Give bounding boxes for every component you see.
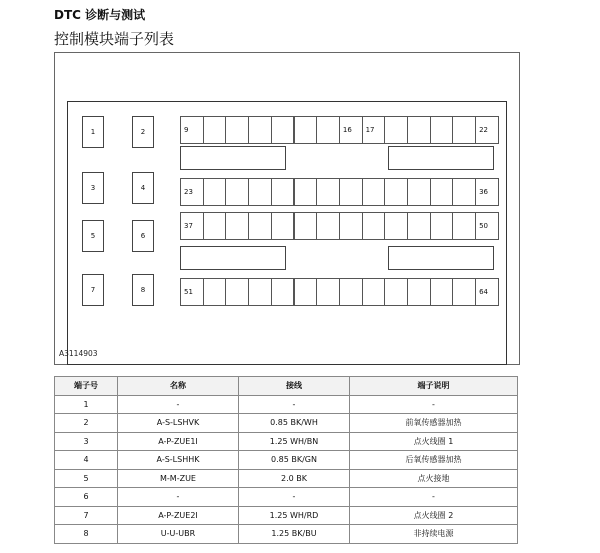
description-cell: 点火接地 bbox=[350, 469, 518, 488]
pin-slot bbox=[407, 278, 431, 306]
pin-slot: 16 bbox=[339, 116, 363, 144]
pin-slot bbox=[271, 116, 295, 144]
description-cell: - bbox=[350, 395, 518, 414]
page-title: 控制模块端子列表 bbox=[54, 30, 175, 48]
figure-id: A3114903 bbox=[59, 349, 98, 358]
pin-slot bbox=[407, 212, 431, 240]
pin-slot bbox=[384, 116, 408, 144]
description-cell: 前氧传感器加热 bbox=[350, 414, 518, 433]
name-cell: A-P-ZUE1I bbox=[118, 432, 239, 451]
pin-slot bbox=[452, 178, 476, 206]
pin-slot bbox=[384, 178, 408, 206]
pin-slot bbox=[248, 278, 272, 306]
wiring-cell: 1.25 BK/BU bbox=[239, 525, 350, 544]
name-cell: M-M-ZUE bbox=[118, 469, 239, 488]
pin-slot bbox=[384, 278, 408, 306]
table-row bbox=[55, 432, 518, 451]
wiring-cell: 2.0 BK bbox=[239, 469, 350, 488]
pin-slot bbox=[294, 116, 318, 144]
pin-5: 5 bbox=[82, 220, 104, 252]
lock-bar-upper-left bbox=[180, 146, 286, 170]
pin-slot bbox=[203, 212, 227, 240]
pin-slot bbox=[294, 178, 318, 206]
terminal-no-cell: 5 bbox=[55, 469, 118, 488]
pin-slot bbox=[316, 278, 340, 306]
pin-2: 2 bbox=[132, 116, 154, 148]
description-cell: 点火线圈 2 bbox=[350, 506, 518, 525]
pin-slot bbox=[271, 278, 295, 306]
lock-bar-lower-left bbox=[180, 246, 286, 270]
description-cell: 点火线圈 1 bbox=[350, 432, 518, 451]
name-cell: A-S-LSHVK bbox=[118, 414, 239, 433]
pin-slot bbox=[430, 278, 454, 306]
pin-7: 7 bbox=[82, 274, 104, 306]
pin-slot bbox=[225, 178, 249, 206]
pin-4: 4 bbox=[132, 172, 154, 204]
pin-slot bbox=[430, 212, 454, 240]
pin-slot bbox=[407, 178, 431, 206]
pin-slot bbox=[362, 212, 386, 240]
pin-slot bbox=[452, 212, 476, 240]
pin-slot bbox=[362, 178, 386, 206]
pin-slot bbox=[225, 116, 249, 144]
pin-slot: 64 bbox=[475, 278, 499, 306]
table-row bbox=[55, 488, 518, 507]
pin-slot: 23 bbox=[180, 178, 204, 206]
pin-slot bbox=[225, 212, 249, 240]
description-cell: 后氧传感器加热 bbox=[350, 451, 518, 470]
terminal-no-cell: 1 bbox=[55, 395, 118, 414]
pin-slot: 9 bbox=[180, 116, 204, 144]
name-cell: A-S-LSHHK bbox=[118, 451, 239, 470]
wiring-cell: 1.25 WH/BN bbox=[239, 432, 350, 451]
wiring-cell: - bbox=[239, 395, 350, 414]
pin-1: 1 bbox=[82, 116, 104, 148]
pin-slot: 51 bbox=[180, 278, 204, 306]
pin-slot bbox=[203, 178, 227, 206]
pin-slot: 36 bbox=[475, 178, 499, 206]
terminal-no-cell: 2 bbox=[55, 414, 118, 433]
pin-slot: 37 bbox=[180, 212, 204, 240]
table-row bbox=[55, 469, 518, 488]
pin-slot: 17 bbox=[362, 116, 386, 144]
lock-bar-lower-right bbox=[388, 246, 494, 270]
description-cell: - bbox=[350, 488, 518, 507]
table-row bbox=[55, 525, 518, 544]
pin-slot bbox=[294, 212, 318, 240]
terminal-no-cell: 6 bbox=[55, 488, 118, 507]
pin-slot bbox=[248, 116, 272, 144]
lock-bar-upper-right bbox=[388, 146, 494, 170]
pin-slot bbox=[452, 116, 476, 144]
pin-slot bbox=[339, 178, 363, 206]
pin-slot bbox=[430, 116, 454, 144]
pin-slot bbox=[407, 116, 431, 144]
pin-slot: 22 bbox=[475, 116, 499, 144]
pin-slot bbox=[294, 278, 318, 306]
connector-body bbox=[67, 101, 507, 365]
pin-slot bbox=[430, 178, 454, 206]
header-name: 名称 bbox=[118, 377, 239, 396]
name-cell: A-P-ZUE2I bbox=[118, 506, 239, 525]
connector-diagram bbox=[54, 52, 520, 365]
terminal-no-cell: 7 bbox=[55, 506, 118, 525]
pin-8: 8 bbox=[132, 274, 154, 306]
pin-slot bbox=[316, 116, 340, 144]
pin-slot bbox=[339, 212, 363, 240]
pin-slot bbox=[248, 178, 272, 206]
pin-slot bbox=[452, 278, 476, 306]
name-cell: - bbox=[118, 488, 239, 507]
terminal-no-cell: 4 bbox=[55, 451, 118, 470]
pin-slot bbox=[203, 278, 227, 306]
table-row bbox=[55, 451, 518, 470]
pin-slot bbox=[271, 212, 295, 240]
pin-slot bbox=[248, 212, 272, 240]
header-description: 端子说明 bbox=[350, 377, 518, 396]
pin-slot bbox=[316, 212, 340, 240]
pin-slot bbox=[362, 278, 386, 306]
pin-3: 3 bbox=[82, 172, 104, 204]
wiring-cell: 0.85 BK/GN bbox=[239, 451, 350, 470]
section-heading: DTC 诊断与测试 bbox=[54, 8, 146, 22]
terminal-no-cell: 3 bbox=[55, 432, 118, 451]
pin-slot bbox=[203, 116, 227, 144]
wiring-cell: - bbox=[239, 488, 350, 507]
terminal-table bbox=[54, 376, 518, 544]
wiring-cell: 0.85 BK/WH bbox=[239, 414, 350, 433]
name-cell: U-U-UBR bbox=[118, 525, 239, 544]
pin-slot bbox=[316, 178, 340, 206]
pin-slot bbox=[271, 178, 295, 206]
pin-slot bbox=[225, 278, 249, 306]
name-cell: - bbox=[118, 395, 239, 414]
pin-slot bbox=[384, 212, 408, 240]
table-row bbox=[55, 395, 518, 414]
terminal-no-cell: 8 bbox=[55, 525, 118, 544]
header-terminal-no: 端子号 bbox=[55, 377, 118, 396]
pin-slot bbox=[339, 278, 363, 306]
table-row bbox=[55, 414, 518, 433]
pin-slot: 50 bbox=[475, 212, 499, 240]
wiring-cell: 1.25 WH/RD bbox=[239, 506, 350, 525]
pin-6: 6 bbox=[132, 220, 154, 252]
table-row bbox=[55, 506, 518, 525]
header-wiring: 接线 bbox=[239, 377, 350, 396]
table-header-row bbox=[55, 377, 518, 396]
description-cell: 非持续电源 bbox=[350, 525, 518, 544]
